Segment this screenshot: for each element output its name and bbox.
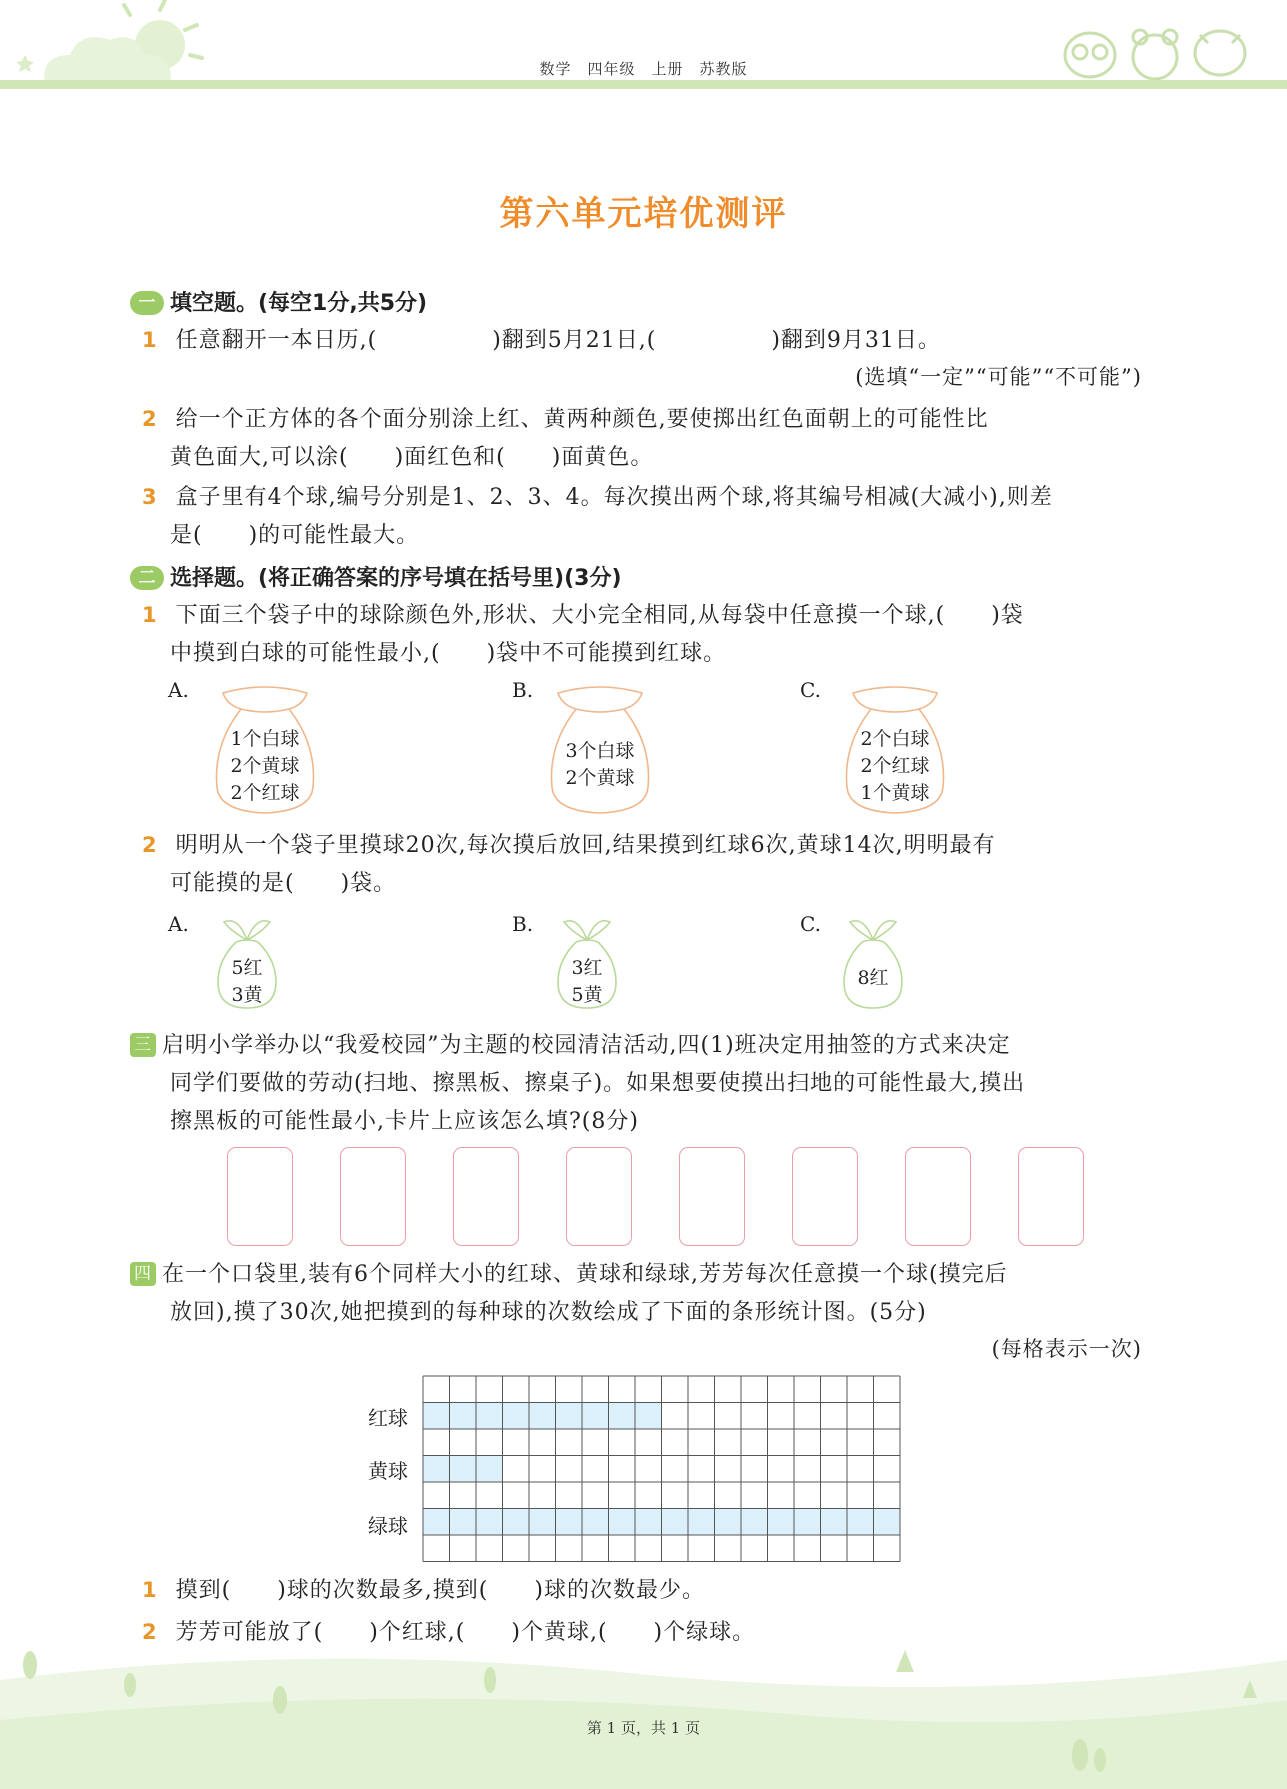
lottery-card-4[interactable] [566,1147,632,1246]
question-1-1-hint: (选填“一定”“可能”“不可能”) [855,365,1142,389]
bag-a-line-3: 2个红球 [230,782,300,804]
option-b-label: B. [512,912,534,936]
question-number: 1 [142,603,158,627]
section-3-line-1: 启明小学举办以“我爱校园”为主题的校园清洁活动,四(1)班决定用抽签的方式来决定 [162,1033,1011,1058]
question-number: 3 [142,485,158,509]
question-1-1 [142,321,941,360]
question-2-2 [142,826,996,865]
bag-c-line-2: 2个红球 [860,755,930,777]
option-c-label: C. [800,678,821,702]
lottery-card-2[interactable] [340,1147,406,1246]
section-4-badge: 四 [130,1262,156,1286]
section-3 [130,1026,1011,1065]
chart-note: (每格表示一次) [991,1337,1142,1361]
small-bag-c-outline [834,912,912,1012]
small-bag-b-line-1: 3红 [571,957,603,979]
section-3-line-2: 同学们要做的劳动(扫地、擦黑板、擦桌子)。如果想要使摸出扫地的可能性最大,摸出 [170,1071,1026,1096]
page-title: 第六单元培优测评 [499,194,788,234]
small-bag-a-line-1: 5红 [231,957,263,979]
section-4 [130,1255,1008,1294]
question-text: 给一个正方体的各个面分别涂上红、黄两种颜色,要使掷出红色面朝上的可能性比 [175,407,989,432]
bag-c-line-3: 1个黄球 [860,782,930,804]
option-a-label: A. [168,912,189,936]
section-1-heading [130,286,427,317]
bag-c-contents [835,726,955,807]
small-bag-b-line-2: 5黄 [571,984,603,1006]
question-number: 1 [142,328,158,352]
footer-landscape-decoration [0,1640,1287,1789]
question-text: 摸到( )球的次数最多,摸到( )球的次数最少。 [175,1578,705,1603]
question-2-1 [142,596,1024,635]
option-b-label: B. [512,678,534,702]
section-3-badge: 三 [130,1033,156,1057]
question-number: 2 [142,1620,158,1644]
section-2-heading [130,561,622,592]
bar-chart [422,1375,904,1565]
question-1-2 [142,400,989,439]
small-bag-a-line-2: 3黄 [231,984,263,1006]
bar-yellow [423,1456,503,1483]
section-1-title: 填空题。(每空1分,共5分) [170,291,428,316]
question-text: 任意翻开一本日历,( )翻到5月21日,( )翻到9月31日。 [175,328,941,353]
question-4-1 [142,1571,705,1610]
bag-b-line-2: 2个黄球 [565,767,635,789]
lottery-card-3[interactable] [453,1147,519,1246]
chart-category-label-yellow: 黄球 [368,1459,408,1483]
section-2-title: 选择题。(将正确答案的序号填在括号里)(3分) [170,566,622,591]
option-a-label: A. [168,678,189,702]
question-number: 2 [142,833,158,857]
bag-a-line-1: 1个白球 [230,728,300,750]
section-4-line-2: 放回),摸了30次,她把摸到的每种球的次数绘成了下面的条形统计图。(5分) [170,1300,927,1325]
page-footer: 第 1 页，共 1 页 [586,1719,701,1737]
small-bag-b-contents [548,955,626,1009]
lottery-card-6[interactable] [792,1147,858,1246]
question-1-3 [142,478,1053,517]
section-4-line-1: 在一个口袋里,装有6个同样大小的红球、黄球和绿球,芳芳每次任意摸一个球(摸完后 [162,1262,1008,1287]
bag-b-contents [540,738,660,792]
section-2-badge: 二 [130,566,164,590]
lottery-card-8[interactable] [1018,1147,1084,1246]
small-bag-c-contents [834,965,912,992]
question-number: 2 [142,407,158,431]
question-2-1-line2: 中摸到白球的可能性最小,( )袋中不可能摸到红球。 [170,641,727,666]
question-1-3-line2: 是( )的可能性最大。 [170,523,420,548]
header-subject: 数学 四年级 上册 苏教版 [539,60,748,78]
chart-category-label-green: 绿球 [368,1514,408,1538]
lottery-card-7[interactable] [905,1147,971,1246]
question-text: 下面三个袋子中的球除颜色外,形状、大小完全相同,从每袋中任意摸一个球,( )袋 [175,603,1024,628]
question-text: 芳芳可能放了( )个红球,( )个黄球,( )个绿球。 [175,1620,756,1645]
question-number: 1 [142,1578,158,1602]
lottery-card-1[interactable] [227,1147,293,1246]
bag-a-line-2: 2个黄球 [230,755,300,777]
bag-c-line-1: 2个白球 [860,728,930,750]
section-1-badge: 一 [130,291,164,315]
question-text: 明明从一个袋子里摸球20次,每次摸后放回,结果摸到红球6次,黄球14次,明明最有 [175,833,996,858]
bag-a-contents [205,726,325,807]
chart-category-label-red: 红球 [368,1406,408,1430]
lottery-card-5[interactable] [679,1147,745,1246]
question-1-2-line2: 黄色面大,可以涂( )面红色和( )面黄色。 [170,445,654,470]
small-bag-c-line-1: 8红 [857,967,889,989]
bag-b-line-1: 3个白球 [565,740,635,762]
section-3-line-3: 擦黑板的可能性最小,卡片上应该怎么填?(8分) [170,1109,639,1134]
header-rule [0,80,1287,89]
bar-red [423,1403,662,1430]
small-bag-a-contents [208,955,286,1009]
option-c-label: C. [800,912,821,936]
question-text: 盒子里有4个球,编号分别是1、2、3、4。每次摸出两个球,将其编号相减(大减小),则差 [175,485,1053,510]
question-2-2-line2: 可能摸的是( )袋。 [170,871,397,896]
